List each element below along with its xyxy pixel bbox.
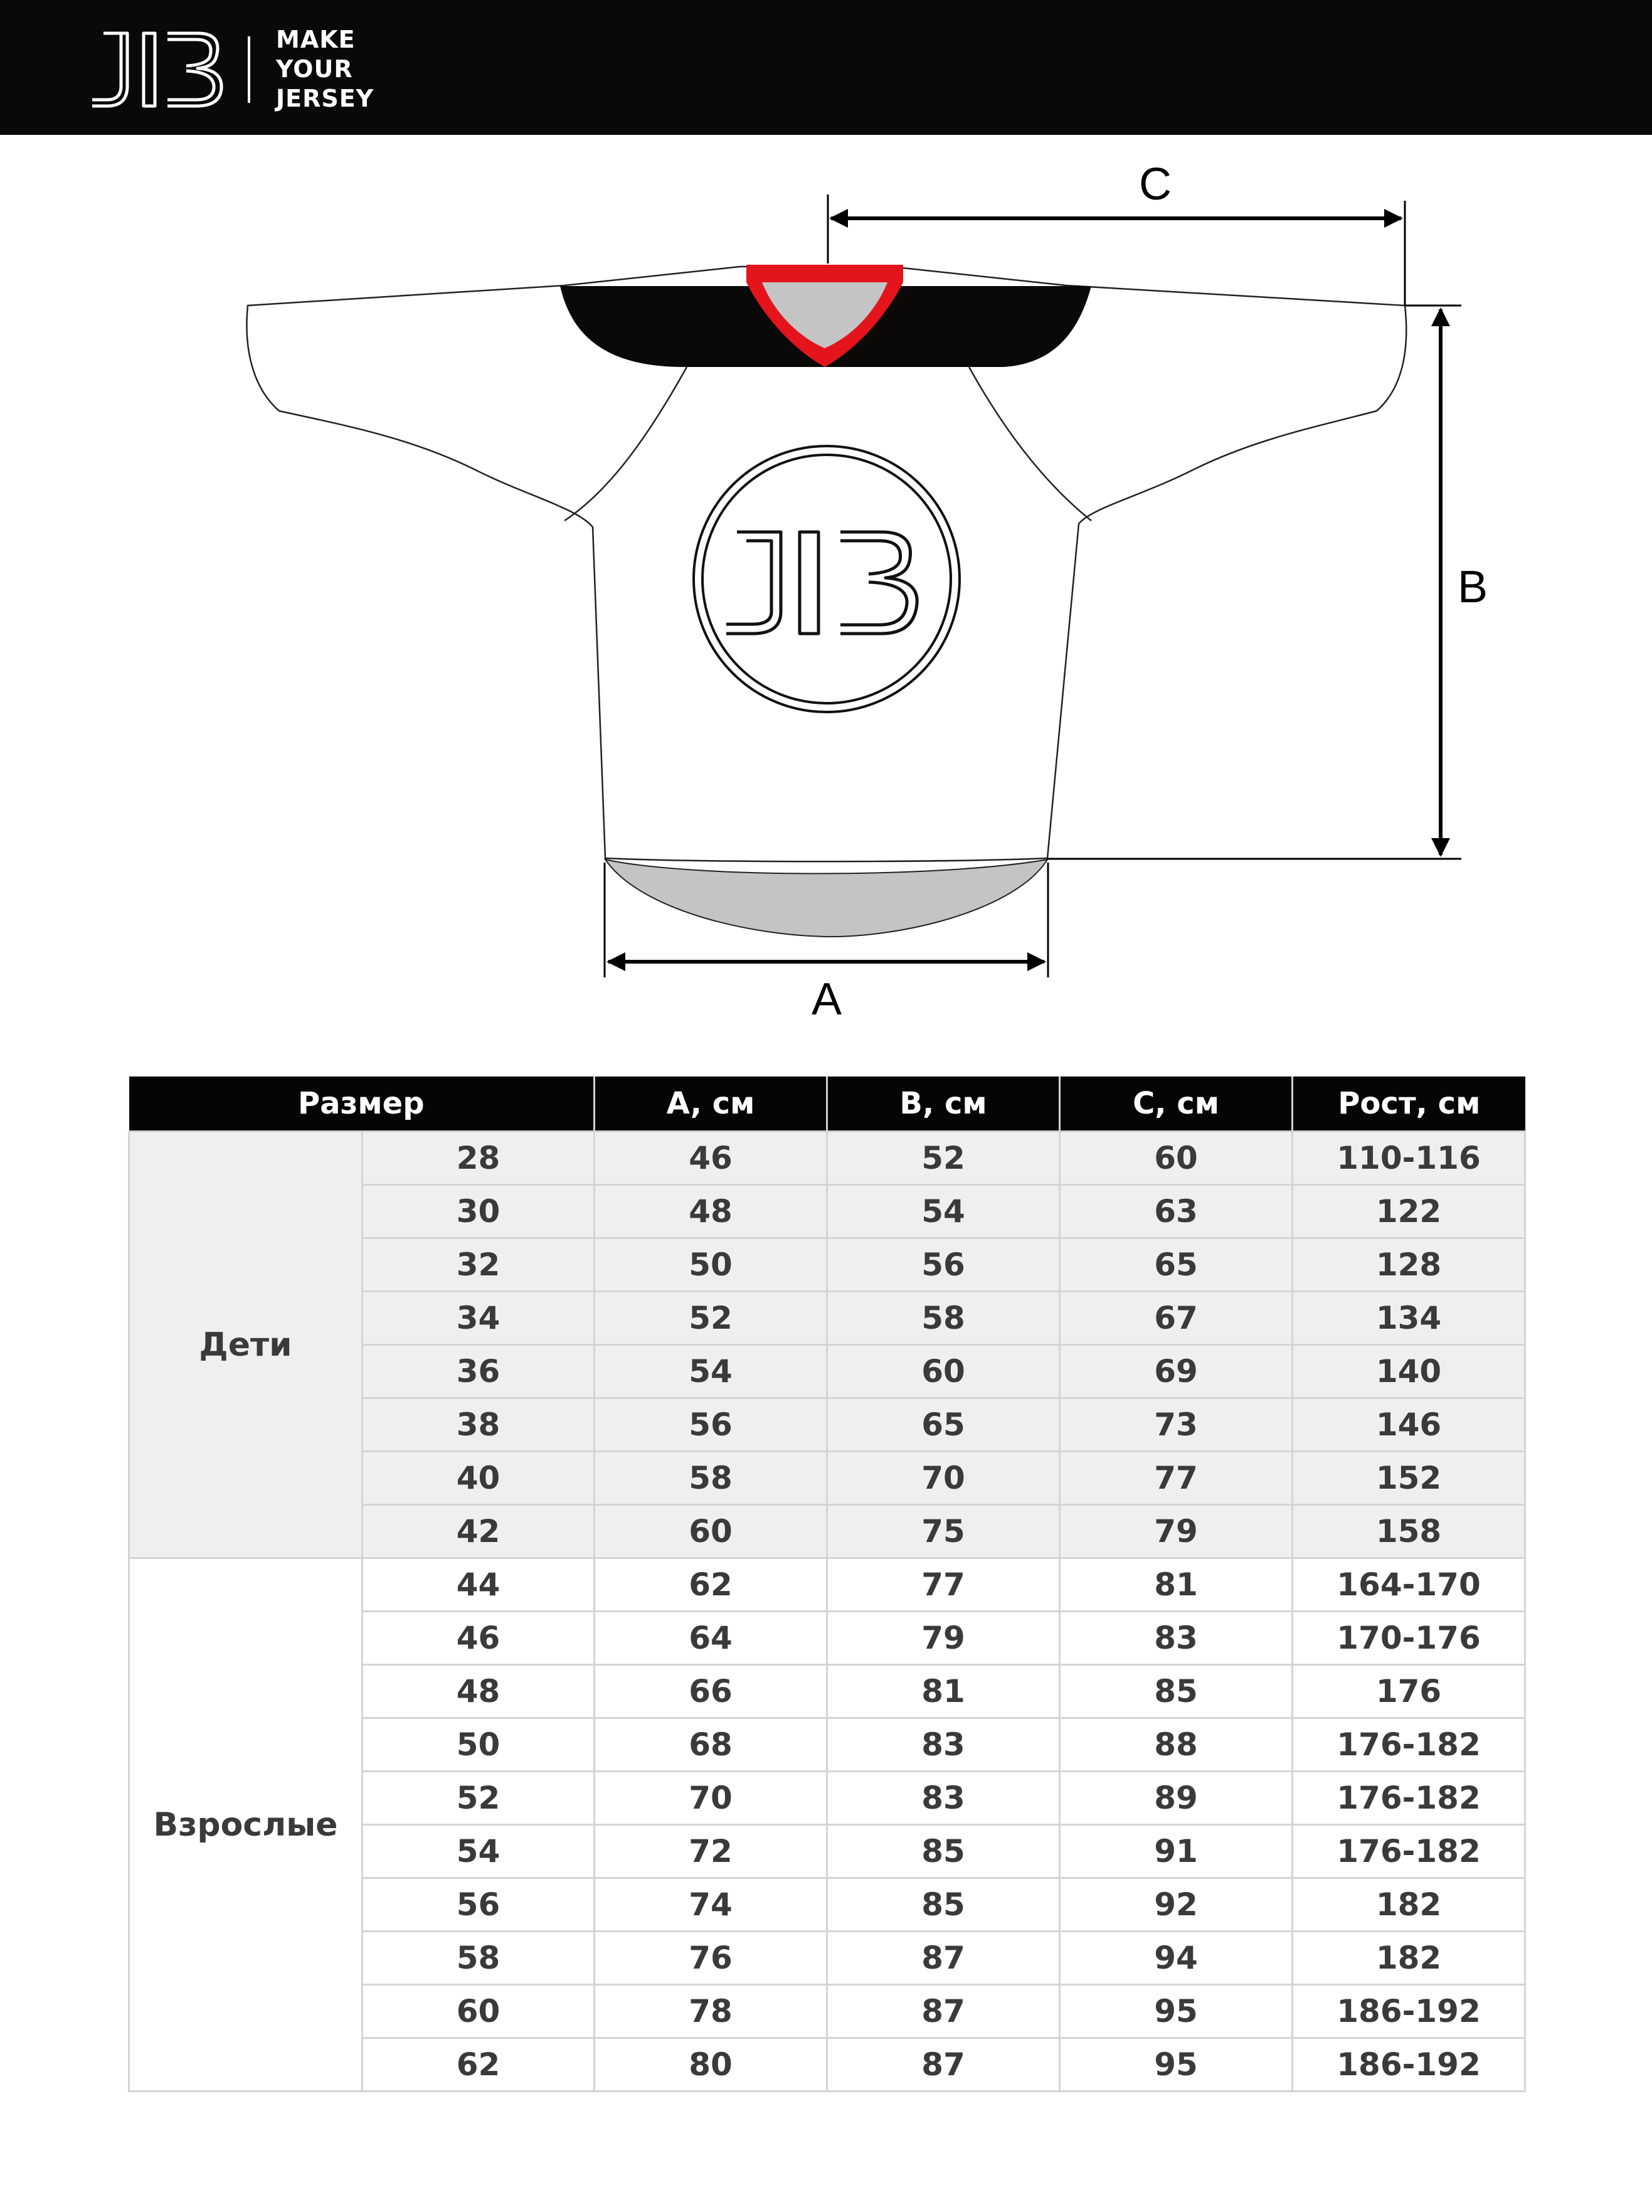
cell-c: 88 <box>1060 1718 1293 1772</box>
cell-height: 140 <box>1293 1345 1525 1398</box>
cell-b: 83 <box>827 1772 1060 1825</box>
size-table <box>128 1077 1526 2092</box>
cell-a: 64 <box>595 1612 827 1665</box>
cell-a: 74 <box>595 1878 827 1932</box>
cell-a: 60 <box>595 1505 827 1558</box>
header-b: B, см <box>827 1077 1060 1132</box>
cell-c: 63 <box>1060 1185 1293 1238</box>
cell-c: 65 <box>1060 1238 1293 1292</box>
cell-size: 32 <box>363 1238 595 1292</box>
cell-height: 186-192 <box>1293 2038 1525 2092</box>
cell-a: 58 <box>595 1452 827 1505</box>
header-height: Рост, см <box>1293 1077 1525 1132</box>
cell-b: 52 <box>827 1132 1060 1185</box>
cell-b: 83 <box>827 1718 1060 1772</box>
cell-size: 36 <box>363 1345 595 1398</box>
cell-height: 146 <box>1293 1398 1525 1452</box>
jersey-diagram <box>0 135 1652 1051</box>
cell-a: 70 <box>595 1772 827 1825</box>
cell-c: 60 <box>1060 1132 1293 1185</box>
header-a: A, см <box>595 1077 827 1132</box>
cell-b: 58 <box>827 1292 1060 1345</box>
cell-size: 52 <box>363 1772 595 1825</box>
logo-divider <box>248 36 250 103</box>
cell-b: 87 <box>827 2038 1060 2092</box>
tagline-line: YOUR <box>276 55 353 83</box>
cell-b: 65 <box>827 1398 1060 1452</box>
cell-size: 62 <box>363 2038 595 2092</box>
cell-b: 87 <box>827 1985 1060 2038</box>
cell-a: 48 <box>595 1185 827 1238</box>
cell-a: 52 <box>595 1292 827 1345</box>
cell-height: 176-182 <box>1293 1772 1525 1825</box>
cell-c: 67 <box>1060 1292 1293 1345</box>
cell-a: 80 <box>595 2038 827 2092</box>
cell-c: 79 <box>1060 1505 1293 1558</box>
cell-c: 89 <box>1060 1772 1293 1825</box>
cell-c: 73 <box>1060 1398 1293 1452</box>
cell-c: 92 <box>1060 1878 1293 1932</box>
header-bar <box>0 0 1652 135</box>
cell-height: 170-176 <box>1293 1612 1525 1665</box>
cell-height: 158 <box>1293 1505 1525 1558</box>
cell-size: 34 <box>363 1292 595 1345</box>
cell-b: 79 <box>827 1612 1060 1665</box>
cell-height: 186-192 <box>1293 1985 1525 2038</box>
header-size: Размер <box>129 1077 595 1132</box>
tagline <box>276 25 374 114</box>
cell-size: 40 <box>363 1452 595 1505</box>
tagline-line: JERSEY <box>276 85 374 112</box>
hem-gray <box>605 859 1047 937</box>
dim-label-c: C <box>1139 159 1172 210</box>
cell-size: 42 <box>363 1505 595 1558</box>
cell-c: 77 <box>1060 1452 1293 1505</box>
cell-b: 81 <box>827 1665 1060 1718</box>
cell-b: 85 <box>827 1825 1060 1878</box>
cell-c: 85 <box>1060 1665 1293 1718</box>
table-header-row <box>129 1077 1525 1132</box>
cell-a: 54 <box>595 1345 827 1398</box>
cell-c: 81 <box>1060 1558 1293 1612</box>
cell-a: 56 <box>595 1398 827 1452</box>
cell-c: 69 <box>1060 1345 1293 1398</box>
cell-a: 72 <box>595 1825 827 1878</box>
cell-c: 94 <box>1060 1932 1293 1985</box>
cell-c: 83 <box>1060 1612 1293 1665</box>
table-row <box>129 1132 1525 1185</box>
cell-c: 95 <box>1060 2038 1293 2092</box>
cell-c: 91 <box>1060 1825 1293 1878</box>
cell-size: 44 <box>363 1558 595 1612</box>
cell-size: 54 <box>363 1825 595 1878</box>
cell-height: 164-170 <box>1293 1558 1525 1612</box>
cell-b: 56 <box>827 1238 1060 1292</box>
cell-height: 128 <box>1293 1238 1525 1292</box>
cell-height: 182 <box>1293 1878 1525 1932</box>
cell-height: 176 <box>1293 1665 1525 1718</box>
cell-b: 60 <box>827 1345 1060 1398</box>
cell-size: 28 <box>363 1132 595 1185</box>
j13-logo <box>91 28 226 110</box>
cell-a: 78 <box>595 1985 827 2038</box>
cell-b: 70 <box>827 1452 1060 1505</box>
cell-a: 46 <box>595 1132 827 1185</box>
cell-height: 122 <box>1293 1185 1525 1238</box>
cell-size: 56 <box>363 1878 595 1932</box>
cell-c: 95 <box>1060 1985 1293 2038</box>
cell-size: 30 <box>363 1185 595 1238</box>
cell-height: 182 <box>1293 1932 1525 1985</box>
cell-a: 62 <box>595 1558 827 1612</box>
cell-size: 46 <box>363 1612 595 1665</box>
table-row <box>129 1558 1525 1612</box>
cell-size: 50 <box>363 1718 595 1772</box>
cell-size: 48 <box>363 1665 595 1718</box>
cell-size: 60 <box>363 1985 595 2038</box>
cell-size: 38 <box>363 1398 595 1452</box>
cell-height: 110-116 <box>1293 1132 1525 1185</box>
cell-b: 75 <box>827 1505 1060 1558</box>
cell-b: 77 <box>827 1558 1060 1612</box>
group-kids: Дети <box>129 1132 363 1558</box>
tagline-line: MAKE <box>276 26 356 53</box>
cell-b: 54 <box>827 1185 1060 1238</box>
cell-height: 152 <box>1293 1452 1525 1505</box>
cell-a: 50 <box>595 1238 827 1292</box>
cell-a: 76 <box>595 1932 827 1985</box>
dim-label-b: B <box>1457 562 1488 612</box>
cell-a: 66 <box>595 1665 827 1718</box>
cell-b: 87 <box>827 1932 1060 1985</box>
header-c: C, см <box>1060 1077 1293 1132</box>
cell-height: 134 <box>1293 1292 1525 1345</box>
dim-label-a: A <box>811 974 842 1024</box>
cell-height: 176-182 <box>1293 1825 1525 1878</box>
cell-height: 176-182 <box>1293 1718 1525 1772</box>
cell-a: 68 <box>595 1718 827 1772</box>
cell-b: 85 <box>827 1878 1060 1932</box>
group-adults: Взрослые <box>129 1558 363 2092</box>
cell-size: 58 <box>363 1932 595 1985</box>
